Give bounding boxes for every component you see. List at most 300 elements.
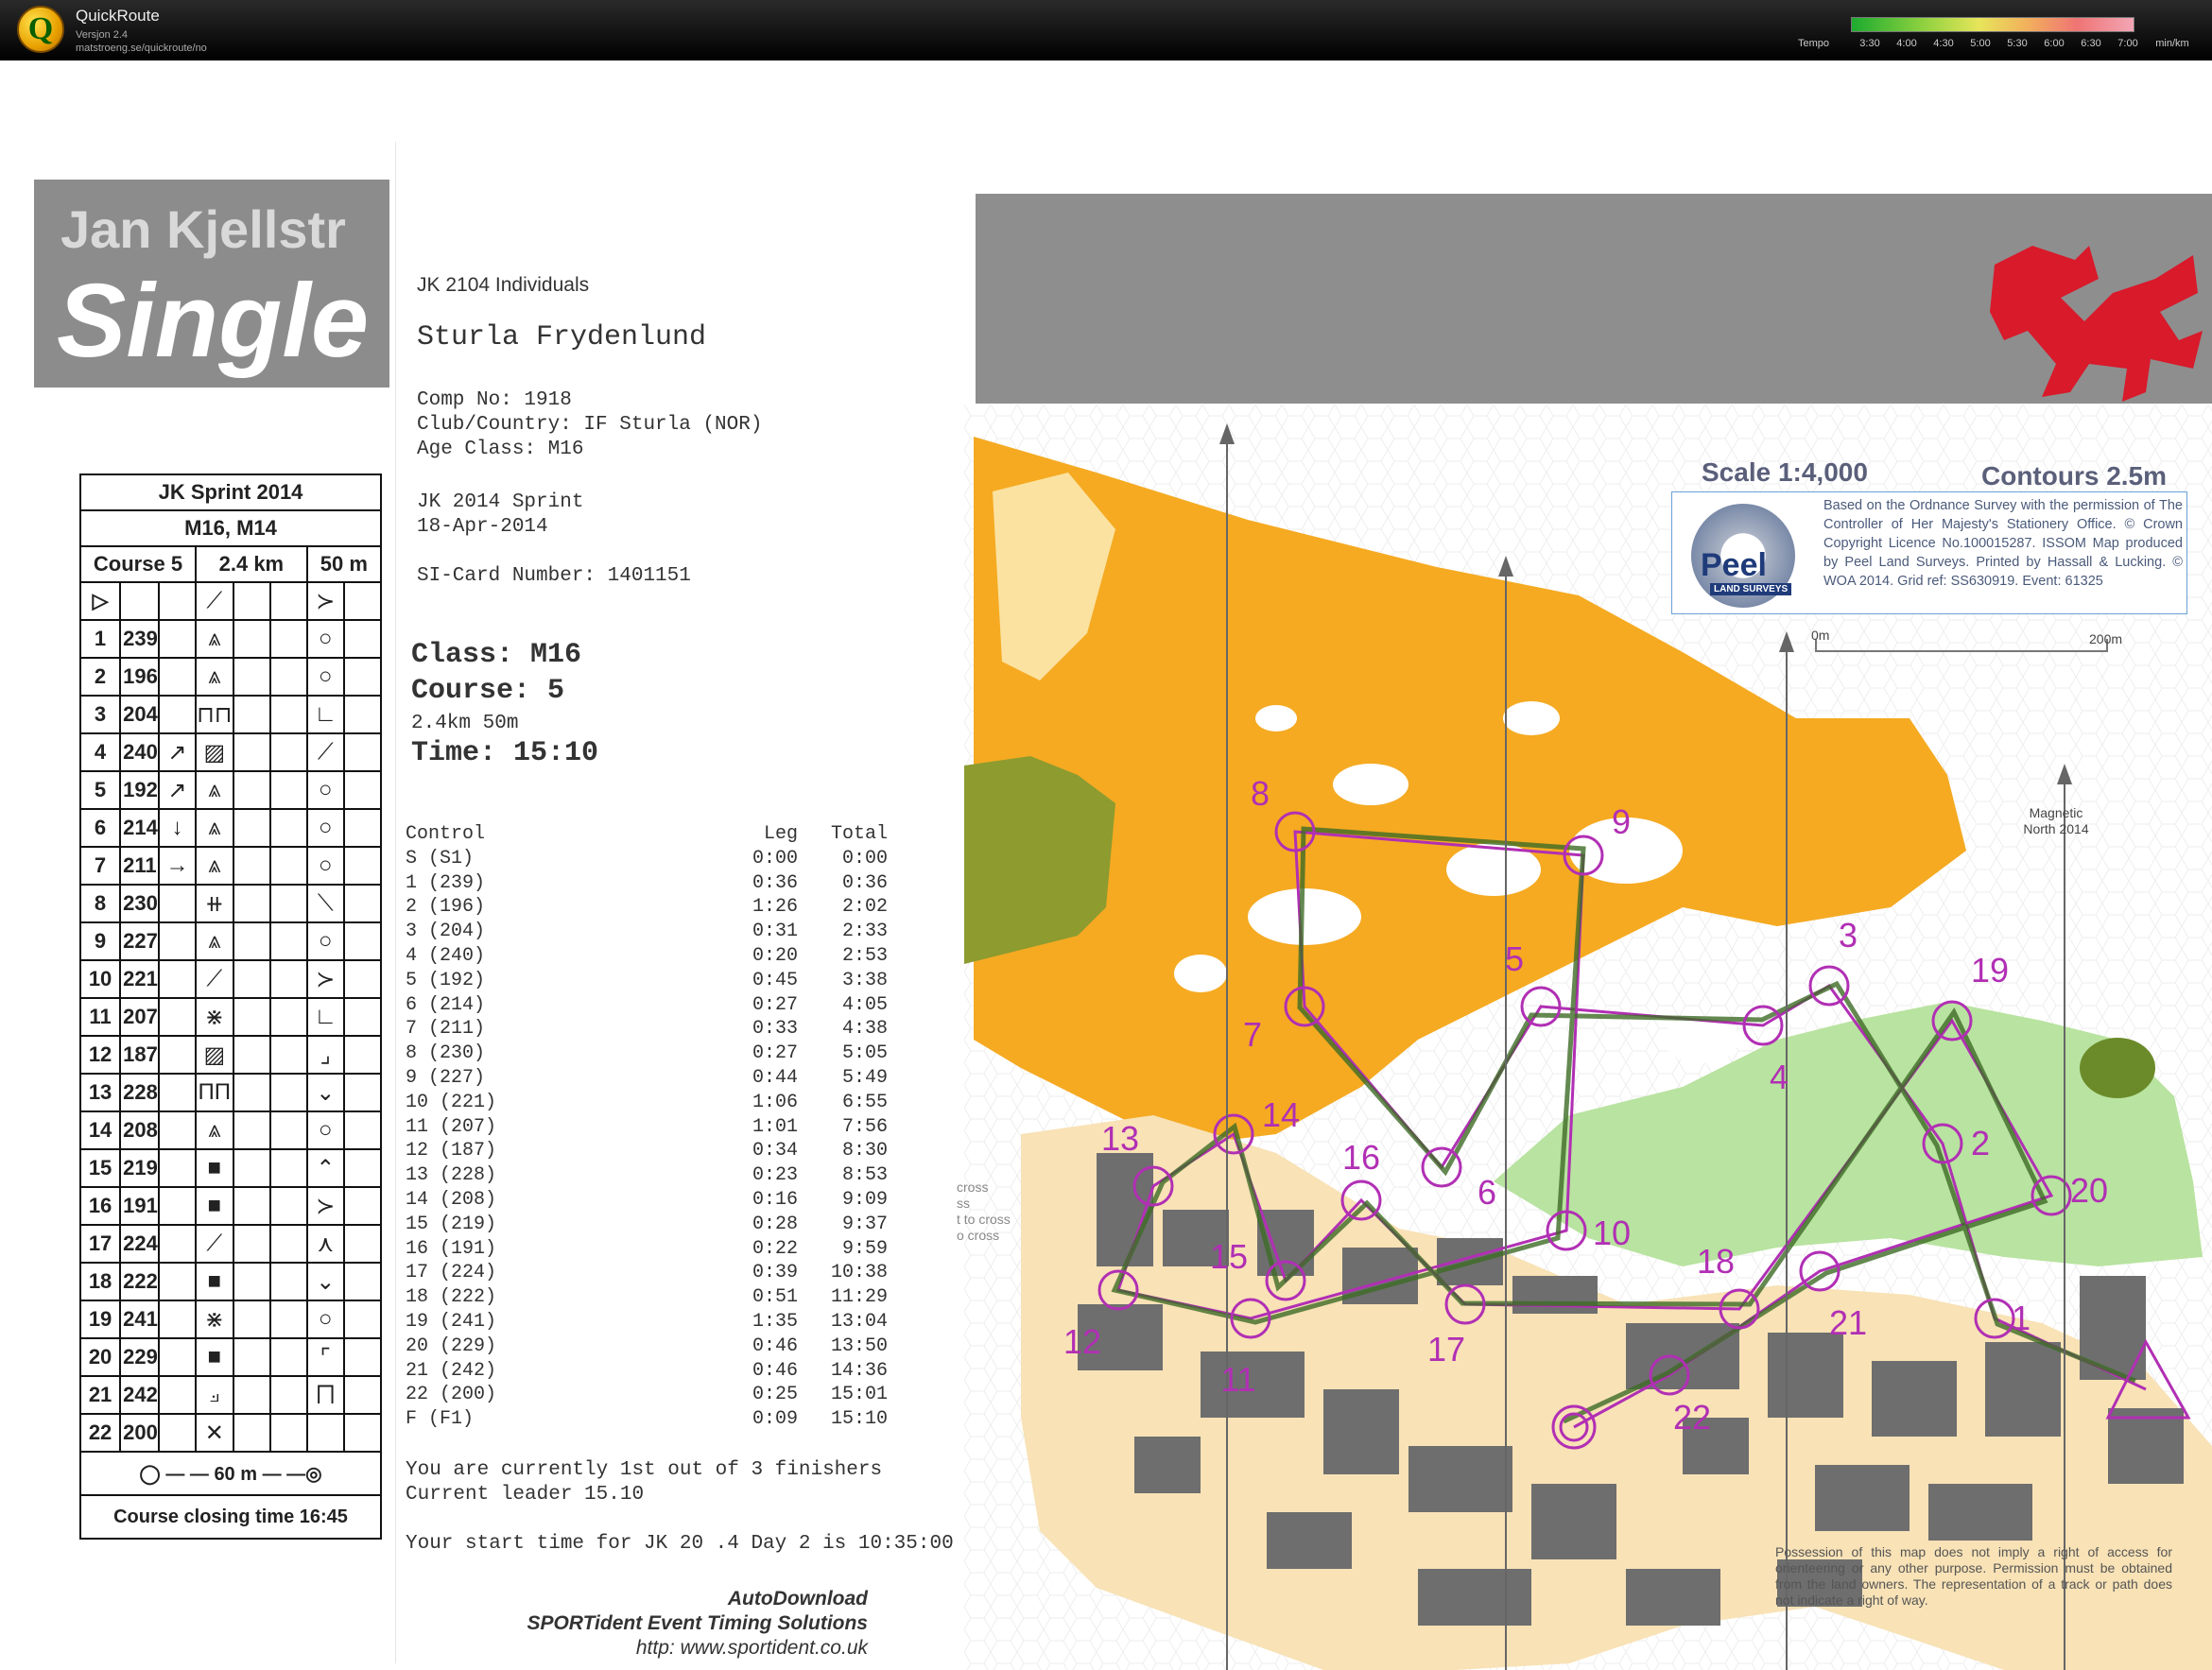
cd-blank (233, 960, 270, 998)
cd-blank (270, 620, 307, 658)
cd-number: 21 (80, 1376, 120, 1414)
cd-blank (270, 1338, 307, 1376)
split-row (406, 895, 897, 920)
receipt-footer-autodownload: AutoDownload (727, 1588, 868, 1610)
receipt-footer-url: http: www.sportident.co.uk (635, 1637, 868, 1659)
control-number-10: 10 (1592, 1214, 1632, 1252)
cd-location-icon (307, 1414, 344, 1452)
cd-direction (159, 620, 196, 658)
split-leg: 0:39 (752, 1262, 798, 1284)
building (1323, 1389, 1399, 1474)
cd-row (80, 1149, 381, 1187)
cd-blank (344, 1263, 381, 1300)
control-number-3: 3 (1838, 916, 1858, 955)
cd-location-icon: ○ (307, 620, 344, 658)
split-control: S (S1) (406, 847, 475, 869)
split-row (406, 1163, 897, 1188)
cd-blank (344, 733, 381, 771)
cd-row (80, 885, 381, 922)
cd-direction: → (159, 847, 196, 885)
cd-number: 13 (80, 1074, 120, 1111)
split-total: 6:55 (841, 1091, 888, 1113)
cd-number: 20 (80, 1338, 120, 1376)
start-triangle-icon: ▷ (80, 582, 120, 620)
split-total: 11:29 (830, 1286, 888, 1309)
orienteering-map (964, 189, 2212, 1670)
split-total: 5:49 (841, 1066, 888, 1089)
split-control: 22 (200) (406, 1384, 497, 1406)
split-header (406, 822, 897, 847)
cd-blank (344, 696, 381, 733)
cd-location-icon: ⌟ (307, 1036, 344, 1074)
split-leg: 0:34 (752, 1140, 798, 1162)
receipt-leader: Current leader 15.10 (406, 1484, 645, 1506)
cd-location-icon: ○ (307, 922, 344, 960)
cd-row (80, 1111, 381, 1149)
cd-direction: ↗ (159, 771, 196, 809)
split-control: 2 (196) (406, 896, 486, 919)
cd-feature-icon: ▨ (196, 733, 233, 771)
cd-row (80, 1376, 381, 1414)
cd-blank (270, 847, 307, 885)
split-row (406, 1115, 897, 1140)
split-total: 4:05 (841, 993, 888, 1016)
split-leg: 0:46 (752, 1334, 798, 1357)
split-leg: 0:31 (752, 921, 798, 943)
map-contours: Contours 2.5m (1981, 461, 2168, 491)
split-control: 6 (214) (406, 993, 486, 1016)
building (1134, 1437, 1201, 1493)
split-control: 17 (224) (406, 1262, 497, 1284)
cd-location-icon: ○ (307, 771, 344, 809)
cd-blank (270, 696, 307, 733)
cd-blank (270, 885, 307, 922)
cd-number: 6 (80, 809, 120, 847)
cd-direction (159, 1300, 196, 1338)
control-number-20: 20 (2069, 1171, 2109, 1210)
cd-blank (233, 1338, 270, 1376)
tempo-color-scale (1851, 17, 2134, 32)
cd-row (80, 1225, 381, 1263)
split-control: 11 (207) (406, 1115, 497, 1138)
split-row (406, 1213, 897, 1237)
split-control: 10 (221) (406, 1091, 497, 1113)
split-leg: 1:26 (752, 896, 798, 919)
cd-climb: 50 m (307, 546, 381, 582)
si-receipt (395, 142, 954, 1663)
split-total: 0:00 (841, 847, 888, 869)
cd-blank (270, 809, 307, 847)
cd-row (80, 620, 381, 658)
cd-row (80, 1074, 381, 1111)
cd-blank (233, 1111, 270, 1149)
cd-blank (344, 1187, 381, 1225)
control-number-13: 13 (1100, 1119, 1140, 1158)
split-leg: 0:33 (752, 1018, 798, 1041)
split-control: 19 (241) (406, 1310, 497, 1333)
cd-classes: M16, M14 (80, 510, 381, 546)
split-leg: 1:35 (752, 1310, 798, 1333)
cd-code: 191 (120, 1187, 159, 1225)
tempo-tick: 6:00 (2044, 38, 2065, 49)
cd-feature-icon: ■ (196, 1263, 233, 1300)
cd-blank (344, 1300, 381, 1338)
map-copyright-text: Based on the Ordnance Survey with the permission of The Controller of Her Majesty's Stationery Office. © Crown Copyright Licence No.100015287. ISSOM Map produced by Peel Land Surveys. Printed by Hassall & Lucking. © WOA 2014. Grid ref: SS630919. Event: 61325 (1823, 498, 2183, 589)
cd-code: 208 (120, 1111, 159, 1149)
cd-blank (233, 1414, 270, 1452)
cd-blank (270, 1074, 307, 1111)
building (1512, 1276, 1598, 1314)
welsh-dragon-icon (1990, 246, 2203, 402)
split-total: 7:56 (841, 1115, 888, 1138)
building (2108, 1408, 2184, 1484)
split-total: 2:02 (841, 896, 888, 919)
tempo-tick: 5:00 (1970, 38, 1991, 49)
cd-blank (233, 1074, 270, 1111)
cd-blank (344, 771, 381, 809)
cd-number: 14 (80, 1111, 120, 1149)
cd-blank (270, 1036, 307, 1074)
split-row (406, 1139, 897, 1163)
cd-row (80, 960, 381, 998)
receipt-time: Time: 15:10 (411, 737, 599, 769)
split-leg: 0:25 (752, 1384, 798, 1406)
split-leg: 0:45 (752, 969, 798, 991)
cd-blank (270, 733, 307, 771)
cd-blank (344, 620, 381, 658)
cd-row (80, 696, 381, 733)
receipt-age-class: Age Class: M16 (417, 439, 584, 460)
control-number-6: 6 (1477, 1173, 1497, 1212)
cd-blank (344, 1074, 381, 1111)
cd-blank (233, 771, 270, 809)
cd-blank (344, 885, 381, 922)
building (1626, 1569, 1720, 1626)
control-number-2: 2 (1970, 1124, 1991, 1162)
split-row (406, 1188, 897, 1213)
cd-blank (233, 1149, 270, 1187)
cd-location-icon: ∟ (307, 998, 344, 1036)
cd-code: 222 (120, 1263, 159, 1300)
tempo-tick: min/km (2155, 38, 2189, 49)
cd-blank (233, 809, 270, 847)
cd-blank (344, 922, 381, 960)
split-row (406, 969, 897, 993)
cd-blank (270, 1414, 307, 1452)
split-total: 0:36 (841, 871, 888, 894)
cd-feature-icon: ▨ (196, 1036, 233, 1074)
app-name: QuickRoute (76, 7, 160, 25)
cd-code: 230 (120, 885, 159, 922)
building (1408, 1446, 1512, 1512)
cd-blank (270, 771, 307, 809)
control-number-17: 17 (1426, 1330, 1466, 1369)
cd-code: 192 (120, 771, 159, 809)
split-total: 4:38 (841, 1018, 888, 1041)
peel-logo-sub: LAND SURVEYS (1710, 583, 1791, 595)
control-number-14: 14 (1261, 1095, 1301, 1134)
cd-row (80, 1263, 381, 1300)
receipt-comp-no: Comp No: 1918 (417, 389, 572, 411)
cd-blank (344, 960, 381, 998)
cd-blank (233, 1300, 270, 1338)
event-poster (34, 180, 389, 387)
control-number-22: 22 (1672, 1398, 1712, 1437)
split-row (406, 944, 897, 969)
split-row (406, 920, 897, 944)
receipt-event: JK 2104 Individuals (417, 274, 590, 296)
split-control: 4 (240) (406, 944, 486, 967)
control-number-7: 7 (1242, 1015, 1263, 1054)
app-version: Versjon 2.4 (76, 29, 129, 41)
cd-location-icon: ⌜ (307, 1338, 344, 1376)
building (1531, 1484, 1616, 1559)
cd-number: 10 (80, 960, 120, 998)
split-total: 10:38 (830, 1262, 888, 1284)
split-total: 14:36 (830, 1359, 888, 1382)
cd-blank (344, 1036, 381, 1074)
poster-word: Single (57, 263, 370, 379)
cd-feature-icon: ⩓ (196, 771, 233, 809)
cd-feature-icon: ■ (196, 1338, 233, 1376)
control-number-16: 16 (1341, 1138, 1381, 1177)
split-leg: 1:06 (752, 1091, 798, 1113)
cd-blank (344, 1376, 381, 1414)
split-control: 16 (191) (406, 1237, 497, 1260)
green-field-small (2080, 1038, 2155, 1098)
split-total: 13:04 (830, 1310, 888, 1333)
cd-direction: ↓ (159, 809, 196, 847)
cd-blank (344, 1149, 381, 1187)
cd-location-icon: ○ (307, 1111, 344, 1149)
path-icon: ⟋ (196, 582, 233, 620)
magnetic-north-label: Magnetic North 2014 (2023, 805, 2089, 836)
cd-blank (233, 696, 270, 733)
receipt-footer-sportident: SPORTident Event Timing Solutions (527, 1612, 868, 1634)
cd-feature-icon: ⧺ (196, 885, 233, 922)
cd-number: 8 (80, 885, 120, 922)
split-total: 3:38 (841, 969, 888, 991)
cd-blank (233, 1376, 270, 1414)
split-control: 5 (192) (406, 969, 486, 991)
cd-code: 214 (120, 809, 159, 847)
split-leg: 0:44 (752, 1066, 798, 1089)
split-row (406, 1359, 897, 1384)
split-leg: 0:20 (752, 944, 798, 967)
cd-row (80, 809, 381, 847)
cd-direction (159, 1414, 196, 1452)
split-control: 14 (208) (406, 1188, 497, 1211)
cd-blank (233, 1225, 270, 1263)
cd-direction (159, 1036, 196, 1074)
cd-location-icon: ⋏ (307, 1225, 344, 1263)
cd-number: 9 (80, 922, 120, 960)
cd-blank (270, 1376, 307, 1414)
cd-location-icon: ⨅ (307, 1376, 344, 1414)
cd-feature-icon: ⟋ (196, 960, 233, 998)
cd-location-icon: ≻ (307, 1187, 344, 1225)
cross-note-line: cross (957, 1179, 989, 1195)
split-row (406, 1237, 897, 1262)
cd-number: 3 (80, 696, 120, 733)
building (1928, 1484, 2032, 1541)
map-copyright-box (1671, 491, 2187, 614)
control-number-5: 5 (1504, 939, 1525, 978)
cd-blank (270, 1187, 307, 1225)
cd-blank (344, 658, 381, 696)
cd-code: 219 (120, 1149, 159, 1187)
cd-blank (233, 847, 270, 885)
tempo-tick: 3:30 (1859, 38, 1880, 49)
cd-blank (270, 1300, 307, 1338)
receipt-race: JK 2014 Sprint (417, 491, 584, 513)
receipt-runner-name: Sturla Frydenlund (417, 321, 707, 353)
cd-feature-icon: ⩓ (196, 658, 233, 696)
cd-code: 242 (120, 1376, 159, 1414)
control-number-1: 1 (2011, 1299, 2031, 1337)
receipt-next-start: Your start time for JK 20 .4 Day 2 is 10:35:00 (406, 1533, 954, 1555)
cd-blank (270, 1225, 307, 1263)
cd-closing: Course closing time 16:45 (80, 1495, 381, 1539)
cd-code: 240 (120, 733, 159, 771)
cd-code: 207 (120, 998, 159, 1036)
split-leg: 0:00 (752, 847, 798, 869)
split-leg: 0:23 (752, 1164, 798, 1187)
split-control: 1 (239) (406, 871, 486, 894)
map-scale: Scale 1:4,000 (1702, 457, 1868, 487)
cd-location-icon: ∟ (307, 696, 344, 733)
control-number-8: 8 (1250, 774, 1270, 813)
receipt-course: Course: 5 (411, 675, 565, 707)
map-cross-note (957, 1179, 1011, 1244)
cd-event: JK Sprint 2014 (80, 474, 381, 510)
split-row (406, 1285, 897, 1310)
split-leg: 0:27 (752, 1042, 798, 1065)
cd-finish: ◯ — — 60 m — —◎ (80, 1452, 381, 1495)
cd-blank (270, 998, 307, 1036)
split-leg: 0:09 (752, 1408, 798, 1431)
cd-blank (270, 960, 307, 998)
split-row (406, 1383, 897, 1407)
cd-feature-icon: ✕ (196, 1414, 233, 1452)
cd-location-icon: ⟋ (307, 733, 344, 771)
split-control: 3 (204) (406, 921, 486, 943)
tempo-label: Tempo (1798, 38, 1830, 49)
cd-code: 239 (120, 620, 159, 658)
control-description-sheet (79, 473, 382, 1540)
cd-location-icon: ⟍ (307, 885, 344, 922)
split-leg: 0:16 (752, 1188, 798, 1211)
cd-feature-icon: ■ (196, 1149, 233, 1187)
cd-blank (270, 922, 307, 960)
split-leg: 0:22 (752, 1237, 798, 1260)
app-version-info (76, 28, 207, 55)
cd-finish-distance: 60 m (214, 1463, 258, 1485)
map-possession-note: Possession of this map does not imply a right of access for orienteering or any other purpose. Permission must be obtained from the land owners. The representation of a track or path does not indicate a right of way. (1775, 1544, 2172, 1608)
building (1418, 1569, 1531, 1626)
cd-location-icon: ≻ (307, 960, 344, 998)
split-row (406, 871, 897, 896)
cd-number: 12 (80, 1036, 120, 1074)
control-number-4: 4 (1769, 1058, 1789, 1096)
cd-direction (159, 1338, 196, 1376)
cd-blank (270, 1111, 307, 1149)
split-total: 2:53 (841, 944, 888, 967)
cd-blank (344, 998, 381, 1036)
split-control: 12 (187) (406, 1140, 497, 1162)
cd-location-icon: ⌄ (307, 1263, 344, 1300)
cd-code: 196 (120, 658, 159, 696)
cd-feature-icon: ⋇ (196, 998, 233, 1036)
split-total: 13:50 (830, 1334, 888, 1357)
cd-location-icon: ○ (307, 658, 344, 696)
receipt-position: You are currently 1st out of 3 finishers (406, 1459, 883, 1481)
control-number-11: 11 (1220, 1360, 1256, 1399)
cd-code: 228 (120, 1074, 159, 1111)
receipt-class: Class: M16 (411, 639, 582, 671)
cd-feature-icon: ⟋ (196, 1225, 233, 1263)
cd-row (80, 1036, 381, 1074)
cd-feature-icon: ⟓ (196, 1376, 233, 1414)
cd-blank (233, 1187, 270, 1225)
split-col-leg: Leg (763, 823, 798, 845)
cd-code: 241 (120, 1300, 159, 1338)
cd-code: 211 (120, 847, 159, 885)
split-row (406, 993, 897, 1018)
cd-number: 4 (80, 733, 120, 771)
receipt-club: Club/Country: IF Sturla (NOR) (417, 414, 763, 436)
split-total: 9:59 (841, 1237, 888, 1260)
cd-code: 229 (120, 1338, 159, 1376)
cross-note-line: ss (957, 1196, 970, 1211)
bend-icon: ≻ (307, 582, 344, 620)
split-row (406, 1091, 897, 1115)
scale-bar-start: 0m (1811, 628, 1830, 643)
split-leg: 0:28 (752, 1213, 798, 1235)
split-total: 15:10 (830, 1408, 888, 1431)
cd-direction: ↗ (159, 733, 196, 771)
cd-row (80, 1338, 381, 1376)
cd-direction (159, 922, 196, 960)
split-leg: 1:01 (752, 1115, 798, 1138)
split-control: 7 (211) (406, 1018, 486, 1041)
cross-note-line: t to cross (957, 1212, 1011, 1227)
tempo-tick: 4:00 (1896, 38, 1917, 49)
cd-location-icon: ○ (307, 1300, 344, 1338)
split-total: 9:09 (841, 1188, 888, 1211)
split-total: 15:01 (830, 1384, 888, 1406)
cross-note-line: o cross (957, 1228, 1000, 1243)
cd-feature-icon: ΠΠ (196, 1074, 233, 1111)
cd-blank (233, 885, 270, 922)
control-number-9: 9 (1611, 802, 1632, 841)
cd-row (80, 1414, 381, 1452)
cd-row (80, 1300, 381, 1338)
quickroute-logo-icon: Q (17, 6, 64, 53)
cd-blank (233, 922, 270, 960)
tempo-tick: 7:00 (2117, 38, 2138, 49)
split-row (406, 1261, 897, 1285)
building (1872, 1361, 1957, 1437)
cd-feature-icon: ⩓ (196, 847, 233, 885)
building (1768, 1333, 1843, 1418)
cd-direction (159, 1187, 196, 1225)
split-row (406, 1310, 897, 1334)
cd-location-icon: ○ (307, 809, 344, 847)
cd-feature-icon: ⋇ (196, 1300, 233, 1338)
cd-blank (344, 809, 381, 847)
cd-number: 7 (80, 847, 120, 885)
